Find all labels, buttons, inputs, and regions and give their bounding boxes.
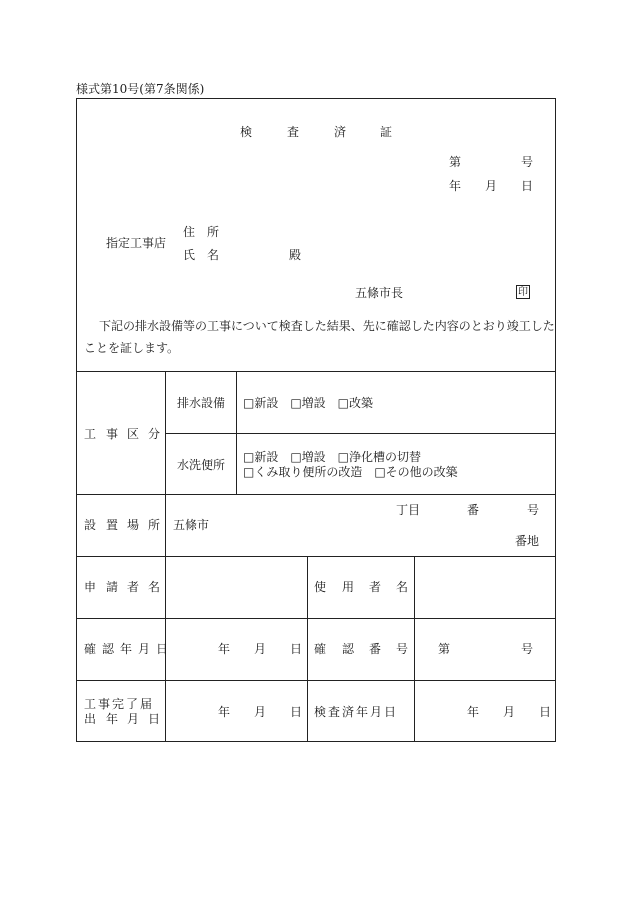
rule — [76, 371, 556, 372]
mayor-label: 五條市長 — [355, 286, 404, 300]
rule — [165, 371, 166, 742]
confirm-no-char-4: 号 — [396, 642, 409, 656]
completion-day: 日 — [290, 705, 303, 719]
user-char-3: 者 — [369, 580, 382, 594]
city-name: 五條市 — [173, 518, 210, 532]
user-char-4: 名 — [396, 580, 409, 594]
date-year: 年 — [449, 179, 462, 193]
inspected-date-label: 検査済年月日 — [314, 705, 399, 719]
completion-char-2: 年 — [106, 712, 119, 726]
location-char-3: 場 — [127, 518, 140, 532]
shop-label: 指定工事店 — [106, 236, 167, 250]
work-type-char-3: 区 — [127, 427, 140, 441]
body-text-line-2: ことを証します。 — [84, 341, 180, 355]
inspected-month: 月 — [503, 705, 516, 719]
location-char-1: 設 — [84, 518, 97, 532]
honorific: 殿 — [289, 248, 302, 262]
work-type-char-4: 分 — [148, 427, 161, 441]
rule — [165, 433, 556, 434]
rule — [76, 494, 556, 495]
ban-label: 番 — [467, 503, 480, 517]
confirm-no-prefix: 第 — [438, 642, 451, 656]
completion-char-4: 日 — [148, 712, 161, 726]
form-number: 様式第10号(第7条関係) — [76, 82, 205, 96]
location-char-4: 所 — [148, 518, 161, 532]
completion-label-line-1: 工事完了届 — [84, 697, 155, 711]
user-char-2: 用 — [342, 580, 355, 594]
user-char-1: 使 — [314, 580, 327, 594]
toilet-options-line-2: □くみ取り便所の改造 □その他の改築 — [243, 465, 458, 479]
rule — [76, 680, 556, 681]
confirm-no-suffix: 号 — [521, 642, 534, 656]
confirm-year: 年 — [218, 642, 231, 656]
drainage-label: 排水設備 — [177, 396, 226, 410]
completion-char-1: 出 — [84, 712, 97, 726]
title-char-3: 済 — [334, 125, 347, 139]
applicant-char-4: 名 — [148, 580, 161, 594]
rule — [76, 618, 556, 619]
toilet-label: 水洗便所 — [177, 458, 226, 472]
applicant-char-3: 者 — [127, 580, 140, 594]
location-char-2: 置 — [106, 518, 119, 532]
toilet-options-line-1: □新設 □増設 □浄化槽の切替 — [243, 450, 422, 464]
confirm-no-char-1: 確 — [314, 642, 327, 656]
body-text-line-1: 下記の排水設備等の工事について検査した結果、先に確認した内容のとおり竣工した — [99, 319, 555, 333]
date-day: 日 — [521, 179, 534, 193]
confirm-no-char-2: 認 — [342, 642, 355, 656]
cert-no-suffix: 号 — [521, 155, 534, 169]
completion-month: 月 — [254, 705, 267, 719]
work-type-char-1: 工 — [84, 427, 97, 441]
confirm-month: 月 — [254, 642, 267, 656]
drainage-options: □新設 □増設 □改築 — [243, 396, 374, 410]
cert-no-prefix: 第 — [449, 155, 462, 169]
title-char-1: 検 — [240, 125, 253, 139]
name-label: 氏 名 — [183, 248, 220, 262]
banchi-label: 番地 — [515, 534, 540, 548]
title-char-4: 証 — [380, 125, 393, 139]
completion-year: 年 — [218, 705, 231, 719]
confirm-date-label: 確認年月日 — [84, 642, 175, 656]
rule — [76, 556, 556, 557]
rule — [414, 556, 415, 742]
applicant-char-1: 申 — [84, 580, 97, 594]
address-label: 住 所 — [183, 225, 220, 239]
completion-char-3: 月 — [127, 712, 140, 726]
confirm-no-char-3: 番 — [369, 642, 382, 656]
confirm-day: 日 — [290, 642, 303, 656]
work-type-char-2: 事 — [106, 427, 119, 441]
seal-stamp: 印 — [518, 287, 528, 298]
inspected-day: 日 — [539, 705, 552, 719]
chome-label: 丁目 — [396, 503, 421, 517]
title-char-2: 査 — [287, 125, 300, 139]
rule — [307, 556, 308, 742]
date-month: 月 — [485, 179, 498, 193]
inspected-year: 年 — [467, 705, 480, 719]
applicant-char-2: 請 — [106, 580, 119, 594]
go-label: 号 — [527, 503, 540, 517]
rule — [236, 371, 237, 494]
